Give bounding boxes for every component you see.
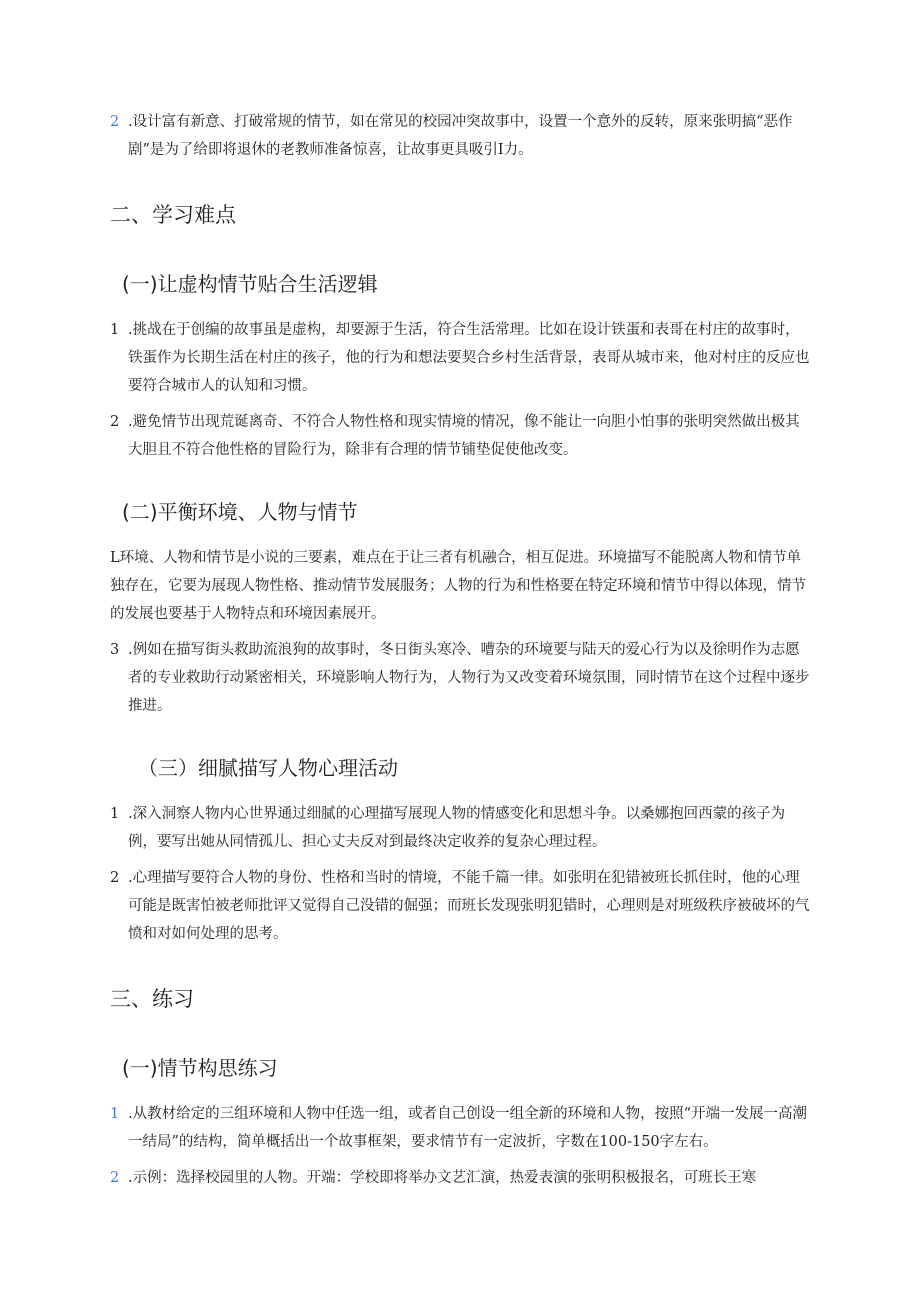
list-item-text: .挑战在于创编的故事虽是虚构，却要源于生活，符合生活常理。比如在设计铁蛋和表哥在村庄的故事时，铁蛋作为长期生活在村庄的孩子，他的行为和想法要契合乡村生活背景，表哥从城市来，他对村庄的反应也要符合城市人的认知和习惯。: [128, 322, 810, 394]
list-item: [110, 1100, 810, 1156]
list-item: [110, 108, 810, 164]
list-number: 1: [110, 1106, 120, 1122]
list-item: [110, 636, 810, 720]
list-number: 1: [110, 322, 120, 338]
list-number: 2: [110, 1170, 120, 1186]
list-item: [110, 864, 810, 948]
list-item: [110, 408, 810, 464]
list-item-text: .例如在描写街头救助流浪狗的故事时，冬日街头寒冷、嘈杂的环境要与陆天的爱心行为以及徐明作为志愿者的专业救助行动紧密相关，环境影响人物行为，人物行为又改变着环境氛围，同时情节在这个过程中逐步推进。: [128, 642, 810, 714]
paragraph: L环境、人物和情节是小说的三要素，难点在于让三者有机融合，相互促进。环境描写不能脱离人物和情节单独存在，它要为展现人物性格、推动情节发展服务；人物的行为和性格要在特定环境和情节中得以体现，情节的发展也要基于人物特点和环境因素展开。: [110, 550, 806, 622]
list-item-text: .设计富有新意、打破常规的情节，如在常见的校园冲突故事中，设置一个意外的反转，原来张明搞“恶作剧”是为了给即将退休的老教师准备惊喜，让故事更具吸引I力。: [128, 114, 793, 158]
subsection-heading: (一)情节构思练习: [122, 1056, 278, 1080]
document-content: [110, 108, 810, 1200]
list-item: [110, 800, 810, 856]
list-number: 1: [110, 806, 120, 822]
section-heading: 三、练习: [110, 987, 194, 1011]
list-item-text: .避免情节出现荒诞离奇、不符合人物性格和现实情境的情况，像不能让一向胆小怕事的张明突然做出极其大胆且不符合他性格的冒险行为，除非有合理的情节铺垫促使他改变。: [128, 414, 800, 458]
section-heading: 二、学习难点: [110, 203, 236, 227]
list-number: 2: [110, 870, 120, 886]
list-number: 2: [110, 114, 120, 130]
list-number: 3: [110, 642, 120, 658]
list-item-text: .心理描写要符合人物的身份、性格和当时的情境，不能千篇一律。如张明在犯错被班长抓住时，他的心理可能是既害怕被老师批评又觉得自己没错的倔强；而班长发现张明犯错时，心理则是对班级秩序被破坏的气愤和对如何处理的思考。: [128, 870, 810, 942]
list-item-text: .深入洞察人物内心世界通过细腻的心理描写展现人物的情感变化和思想斗争。以桑娜抱回西蒙的孩子为例，要写出她从同情孤儿、担心丈夫反对到最终决定收养的复杂心理过程。: [128, 806, 786, 850]
list-item-text: .从教材给定的三组环境和人物中任选一组，或者自己创设一组全新的环境和人物，按照“开端一发展一高潮一结局”的结构，简单概括出一个故事框架，要求情节有一定波折，字数在100-150字左右。: [128, 1106, 808, 1150]
subsection-heading: (二)平衡环境、人物与情节: [122, 500, 358, 524]
list-item: [110, 1164, 810, 1192]
subsection-heading: (一)让虚构情节贴合生活逻辑: [122, 272, 378, 296]
list-number: 2: [110, 414, 120, 430]
subsection-heading: （三）细腻描写人物心理活动: [138, 756, 398, 780]
list-item-text: .示例：选择校园里的人物。开端：学校即将举办文艺汇演，热爱表演的张明积极报名，可班长王寒: [128, 1170, 757, 1186]
list-item: [110, 316, 810, 400]
